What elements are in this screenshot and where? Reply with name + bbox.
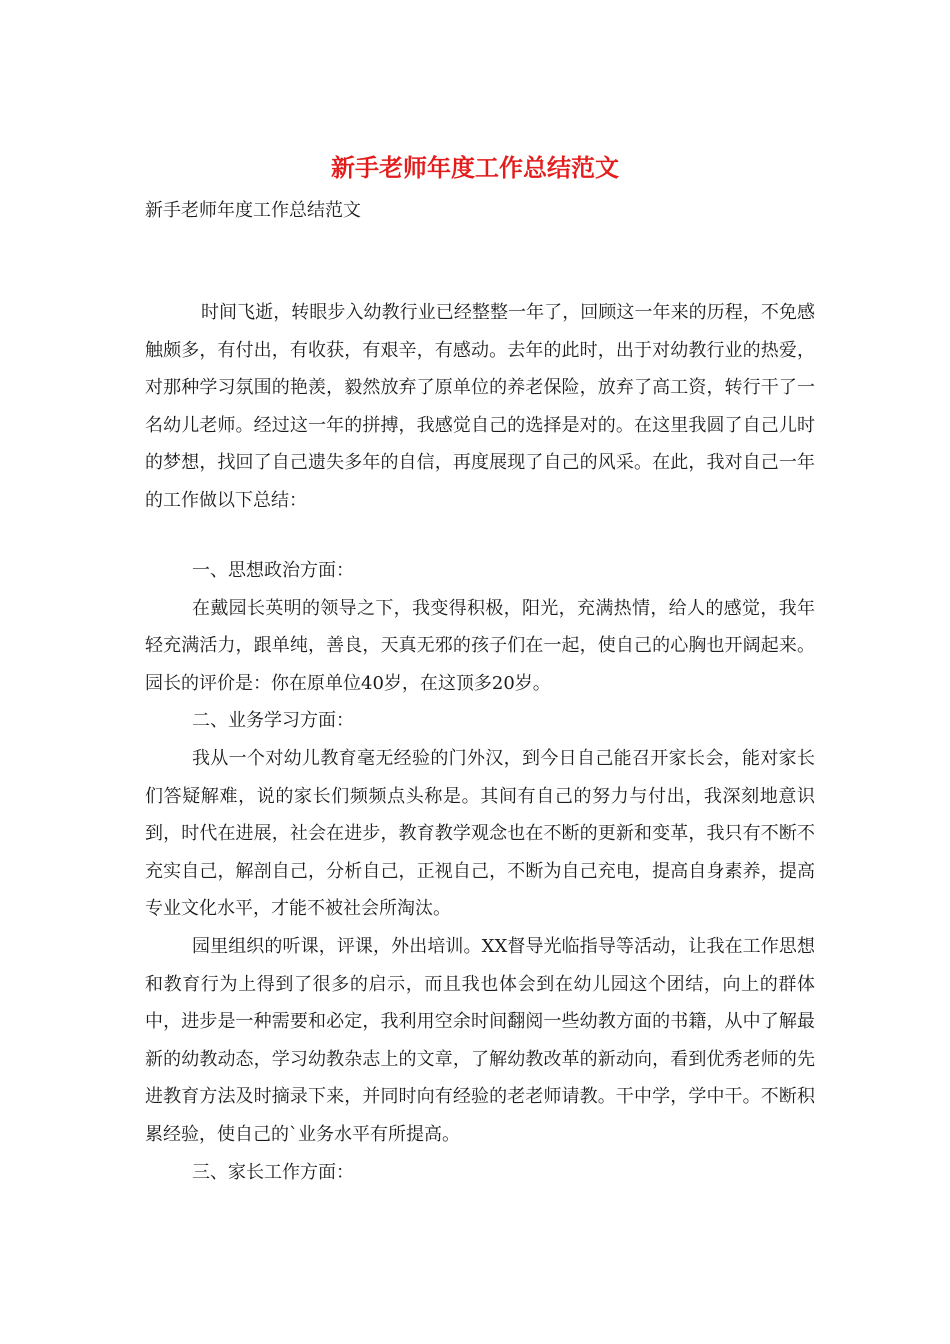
section1-heading: 一、思想政治方面：	[192, 560, 354, 581]
section2-paragraph-2: 园里组织的听课，评课，外出培训。XX督导光临指导等活动，让我在工作思想和教育行为上得到了很多的启示，而且我也体会到在幼儿园这个团结，向上的群体中，进步是一种需要和必定，我利用空余时间翻阅一些幼教方面的书籍，从中了解最新的幼教动态，学习幼教杂志上的文章，了解幼教改革的新动向，看到优秀老师的先进教育方法及时摘录下来，并同时向有经验的老老师请教。干中学，学中干。不断积累经验，使自己的`业务水平有所提高。	[145, 935, 815, 1145]
intro-paragraph: 时间飞逝，转眼步入幼教行业已经整整一年了，回顾这一年来的历程，不免感触颇多，有付出，有收获，有艰辛，有感动。去年的此时，出于对幼教行业的热爱，对那种学习氛围的艳羡，毅然放弃了原单位的养老保险，放弃了高工资，转行干了一名幼儿老师。经过这一年的拼搏，我感觉自己的选择是对的。在这里我圆了自己儿时的梦想，找回了自己遗失多年的自信，再度展现了自己的风采。在此，我对自己一年的工作做以下总结：	[145, 302, 815, 511]
section2-heading: 二、业务学习方面：	[192, 710, 354, 732]
document-title: 新手老师年度工作总结范文	[331, 153, 619, 182]
intro-block	[145, 294, 815, 520]
section2-paragraph-1: 我从一个对幼儿教育毫无经验的门外汉，到今日自己能召开家长会，能对家长们答疑解难，说的家长们频频点头称是。其间有自己的努力与付出，我深刻地意识到，时代在进展，社会在进步，教育教学观念也在不断的更新和变革，我只有不断不充实自己，解剖自己，分析自己，正视自己，不断为自己充电，提高自身素养，提高专业文化水平，才能不被社会所淘汰。	[145, 747, 815, 920]
sections-block	[145, 552, 815, 1191]
section3-heading: 三、家长工作方面：	[192, 1161, 354, 1183]
document-subtitle: 新手老师年度工作总结范文	[145, 200, 361, 221]
section1-paragraph: 在戴园长英明的领导之下，我变得积极，阳光，充满热情，给人的感觉，我年轻充满活力，跟单纯，善良，天真无邪的孩子们在一起，使自己的心胸也开阔起来。园长的评价是：你在原单位40岁，在这顶多20岁。	[145, 597, 815, 694]
